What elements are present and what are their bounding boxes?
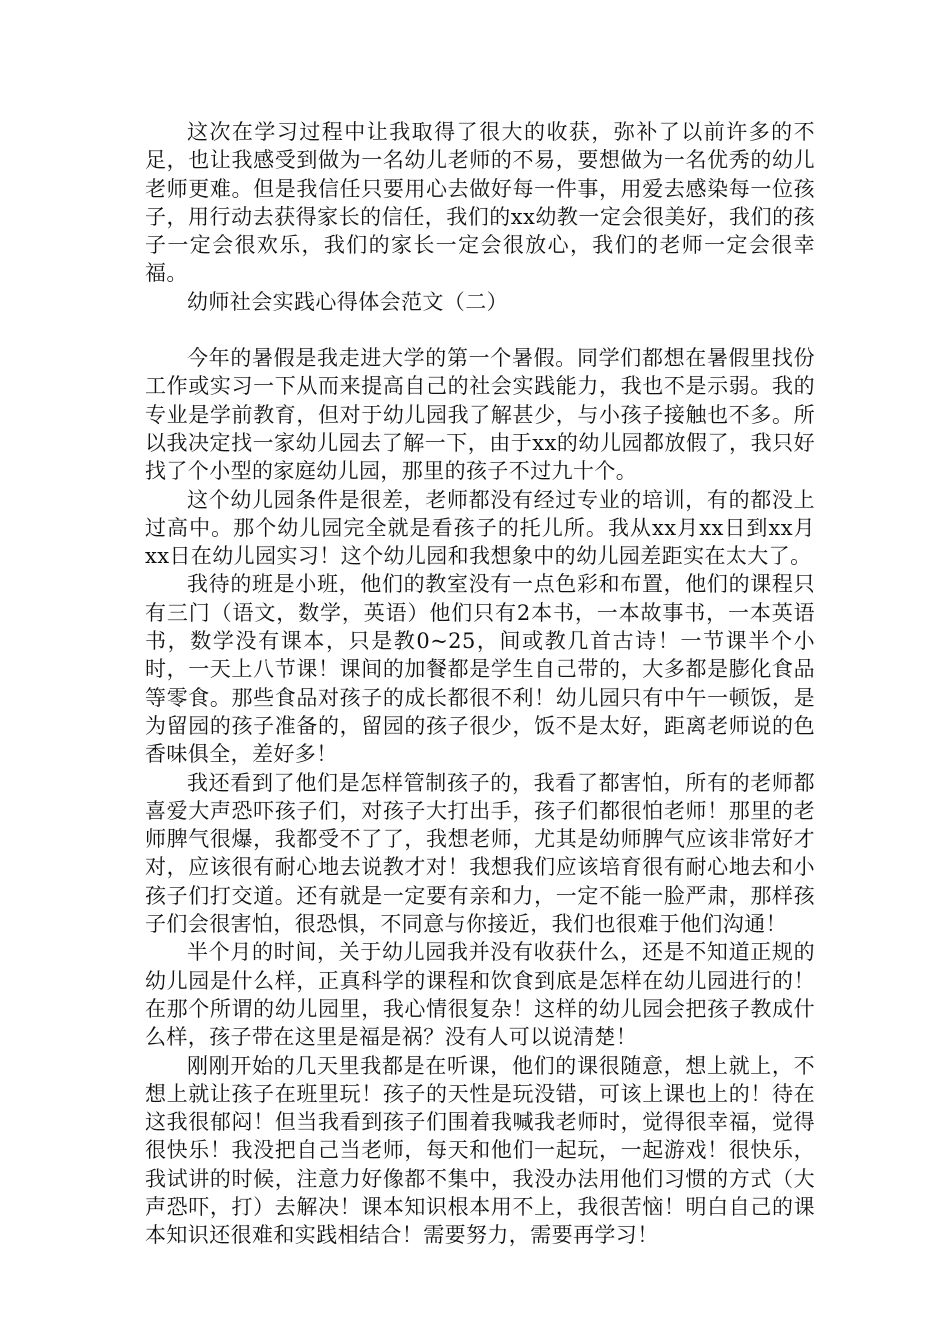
paragraph-2: 今年的暑假是我走进大学的第一个暑假。同学们都想在暑假里找份工作或实习一下从而来提高自己的社会实践能力，我也不是示弱。我的专业是学前教育，但对于幼儿园我了解甚少，与小孩子接触也不多。所以我决定找一家幼儿园去了解一下，由于xx的幼儿园都放假了，我只好找了个小型的家庭幼儿园，那里的孩子不过九十个。: [145, 346, 815, 484]
document-body: [145, 118, 815, 1250]
blank-line: [145, 316, 815, 344]
paragraph-6: 半个月的时间，关于幼儿园我并没有收获什么，还是不知道正规的幼儿园是什么样，正真科学的课程和饮食到底是怎样在幼儿园进行的！在那个所谓的幼儿园里，我心情很复杂！这样的幼儿园会把孩子教成什么样，孩子带在这里是福是祸？没有人可以说清楚！: [145, 940, 815, 1050]
paragraph-5: 我还看到了他们是怎样管制孩子的，我看了都害怕，所有的老师都喜爱大声恐吓孩子们，对孩子大打出手，孩子们都很怕老师！那里的老师脾气很爆，我都受不了了，我想老师，尤其是幼师脾气应该非常好才对，应该很有耐心地去说教才对！我想我们应该培育很有耐心地去和小孩子们打交道。还有就是一定要有亲和力，一定不能一脸严肃，那样孩子们会很害怕，很恐惧，不同意与你接近，我们也很难于他们沟通！: [145, 770, 815, 937]
paragraph-1: 这次在学习过程中让我取得了很大的收获，弥补了以前许多的不足，也让我感受到做为一名幼儿老师的不易，要想做为一名优秀的幼儿老师更难。但是我信任只要用心去做好每一件事，用爱去感染每一位孩子，用行动去获得家长的信任，我们的xx幼教一定会很美好，我们的孩子一定会很欢乐，我们的家长一定会很放心，我们的老师一定会很幸福。: [145, 120, 815, 286]
paragraph-4: 我待的班是小班，他们的教室没有一点色彩和布置，他们的课程只有三门（语文，数学，英语）他们只有2本书，一本故事书，一本英语书，数学没有课本，只是教0~25，间或教几首古诗！一节课半个小时，一天上八节课！课间的加餐都是学生自己带的，大多都是膨化食品等零食。那些食品对孩子的成长都很不利！幼儿园只有中午一顿饭，是为留园的孩子准备的，留园的孩子很少，饭不是太好，距离老师说的色香味俱全，差好多！: [145, 572, 815, 767]
paragraph-3: 这个幼儿园条件是很差，老师都没有经过专业的培训，有的都没上过高中。那个幼儿园完全就是看孩子的托儿所。我从xx月xx日到xx月xx日在幼儿园实习！这个幼儿园和我想象中的幼儿园差距实在太大了。: [145, 487, 815, 569]
section-heading: 幼师社会实践心得体会范文（二）: [187, 289, 508, 314]
paragraph-7: 刚刚开始的几天里我都是在听课，他们的课很随意，想上就上，不想上就让孩子在班里玩！孩子的天性是玩没错，可该上课也上的！待在这我很郁闷！但当我看到孩子们围着我喊我老师时，觉得很幸福，觉得很快乐！我没把自己当老师，每天和他们一起玩，一起游戏！很快乐，我试讲的时候，注意力好像都不集中，我没办法用他们习惯的方式（大声恐吓，打）去解决！课本知识根本用不上，我很苦恼！明白自己的课本知识还很难和实践相结合！需要努力，需要再学习！: [145, 1053, 815, 1248]
